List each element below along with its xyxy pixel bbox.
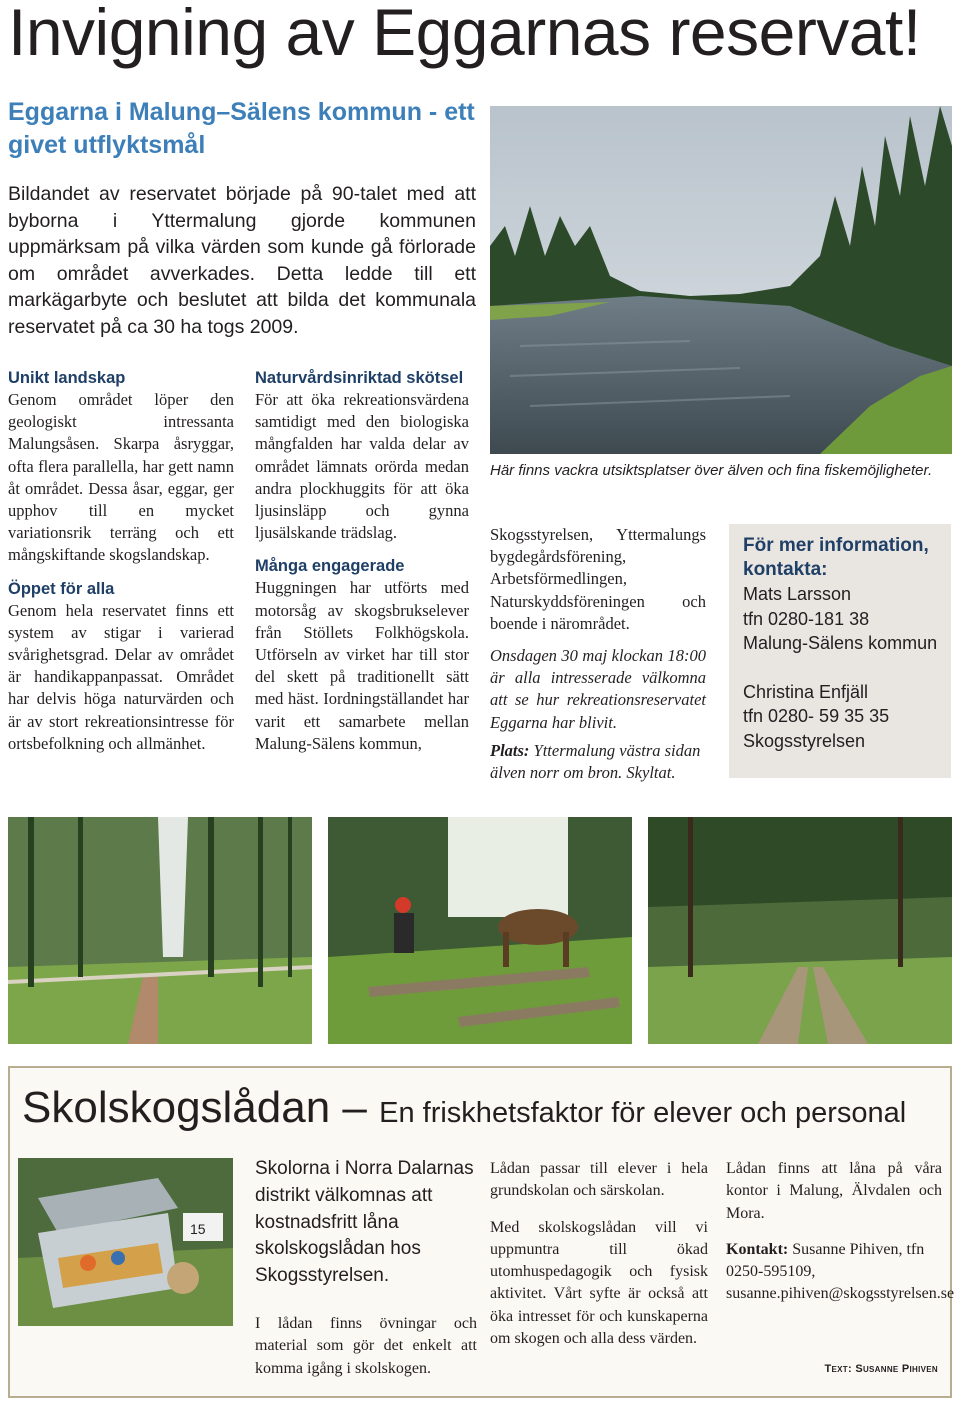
box-title [22, 1083, 906, 1133]
box-title-main: Skolskogslådan [22, 1083, 331, 1132]
section-heading-manga-engagerade: Många engagerade [255, 557, 405, 576]
contact-box [729, 524, 951, 778]
box-lead: Skolorna i Norra Dalarnas distrikt välkomnas att kostnadsfritt låna skolskogslådan hos Skogsstyrelsen. [255, 1158, 474, 1287]
section-heading-unikt-landskap: Unikt landskap [8, 369, 126, 387]
section-text-naturvard: För att öka rekreationsvärdena samtidigt med den biologiska mångfalden har valda delar av området lämnats orörda medan andra plockhuggits för att öka ljusinsläpp och gynna ljusälskande trädslag. [255, 390, 469, 543]
section-heading-oppet-for-alla: Öppet för alla [8, 579, 115, 598]
partners-text: Skogsstyrelsen, Yttermalungs bygdegårdsförening, Arbetsförmedlingen, Naturskyddsföreningen och boende i närområdet. [490, 525, 706, 633]
place-text [490, 740, 706, 784]
box-col3-text [726, 1158, 955, 1320]
box-contact-label: Kontakt: [726, 1240, 789, 1258]
box-paragraph: Lådan finns att låna på våra kontor i Malung, Älvdalen och Mora. [726, 1160, 942, 1222]
horse-logging-photo [328, 817, 632, 1044]
contact-line: tfn 0280- 59 35 35 [743, 706, 890, 726]
photo-caption: Här finns vackra utsiktsplatser över älven och fina fiskemöjligheter. [490, 462, 933, 479]
box-col1-text [255, 1313, 477, 1394]
column-3 [490, 524, 706, 784]
school-forest-box-photo [18, 1158, 233, 1326]
box-paragraph: I lådan finns övningar och material som gör det enkelt att komma igång i skolskogen. [255, 1315, 477, 1377]
text-credit: Text: Susanne Pihiven [824, 1363, 938, 1375]
intro-text [8, 181, 476, 340]
box-paragraph: Lådan passar till elever i hela grundskolan och särskolan. [490, 1160, 708, 1200]
contact-line: Christina Enfjäll [743, 681, 869, 702]
contact-line: tfn 0280-181 38 [743, 608, 870, 629]
box-paragraph: Med skolskogslådan vill vi uppmuntra till ökad utomhuspedagogik och fysisk aktivitet. Vårt syfte är också att öka intresset för och kunskaperna om skogen och alla dess värden. [490, 1218, 708, 1348]
box-contact-text: Susanne Pihiven, tfn 0250-595109, susanne.pihiven@skogsstyrelsen.se [726, 1240, 955, 1303]
column-2 [255, 367, 469, 755]
place-value: Yttermalung västra sidan älven norr om bron. Skyltat. [490, 740, 701, 783]
section-text-oppet-for-alla: Genom hela reservatet finns ett system av stigar i varierad svårighetsgrad. Delar av området är handikappanpassat. Området har delvis höga naturvärden och är av stort rekreationsintresse för ortsbefolkning och allmänhet. [8, 600, 234, 753]
box-label-text: 15 [190, 1221, 206, 1237]
section-text-manga-engagerade: Huggningen har utförts med motorsåg av skogsbrukselever från Stöllets Folkhögskola. Utförseln av virket har till stor del skett på traditionellt sätt med häst. Iordningställandet har varit ett samarbete mellan Malung-Sälens kommun, [255, 578, 469, 753]
event-text: Onsdagen 30 maj klockan 18:00 är alla intresserade välkomna att se hur rekreationsreservatet Eggarna har blivit. [490, 646, 706, 732]
box-col2-text [490, 1158, 708, 1364]
box-contact [726, 1239, 955, 1306]
box-title-sub: En friskhetsfaktor för elever och personal [379, 1097, 907, 1129]
contact-title: För mer information, kontakta: [743, 535, 929, 580]
river-forest-photo [490, 106, 952, 454]
skolskogsladan-box [8, 1066, 955, 1398]
column-1 [8, 367, 234, 755]
forest-road-photo [648, 817, 952, 1044]
forest-path-photo [8, 817, 312, 1044]
contact-line: Mats Larsson [743, 584, 852, 604]
subheading: Eggarna i Malung–Sälens kommun - ett givet utflyktsmål [8, 98, 475, 159]
place-label: Plats: [490, 740, 530, 760]
page-title: Invigning av Eggarnas reservat! [8, 0, 921, 69]
box-title-dash: – [330, 1083, 380, 1132]
section-text-unikt-landskap: Genom området löper den geologiskt intressanta Malungsåsen. Skarpa åsryggar, ofta flera parallella, har gett namn åt området. Dessa åsar, eggar, ger upphov till en mycket variationsrik terräng och ett mångskiftande skogslandskap. [8, 390, 234, 565]
section-heading-naturvard: Naturvårdsinriktad skötsel [255, 369, 464, 387]
intro-paragraph: Bildandet av reservatet började på 90-talet med att byborna i Yttermalung gjorde kommunen uppmärksam på vilka värden som kunde gå förlorade om området avverkades. Detta ledde till ett markägarbyte och beslutet att bilda det kommunala reservatet på ca 30 ha togs 2009. [8, 183, 476, 338]
contact-line: Skogsstyrelsen [743, 730, 866, 751]
contact-line: Malung-Sälens kommun [743, 633, 938, 653]
